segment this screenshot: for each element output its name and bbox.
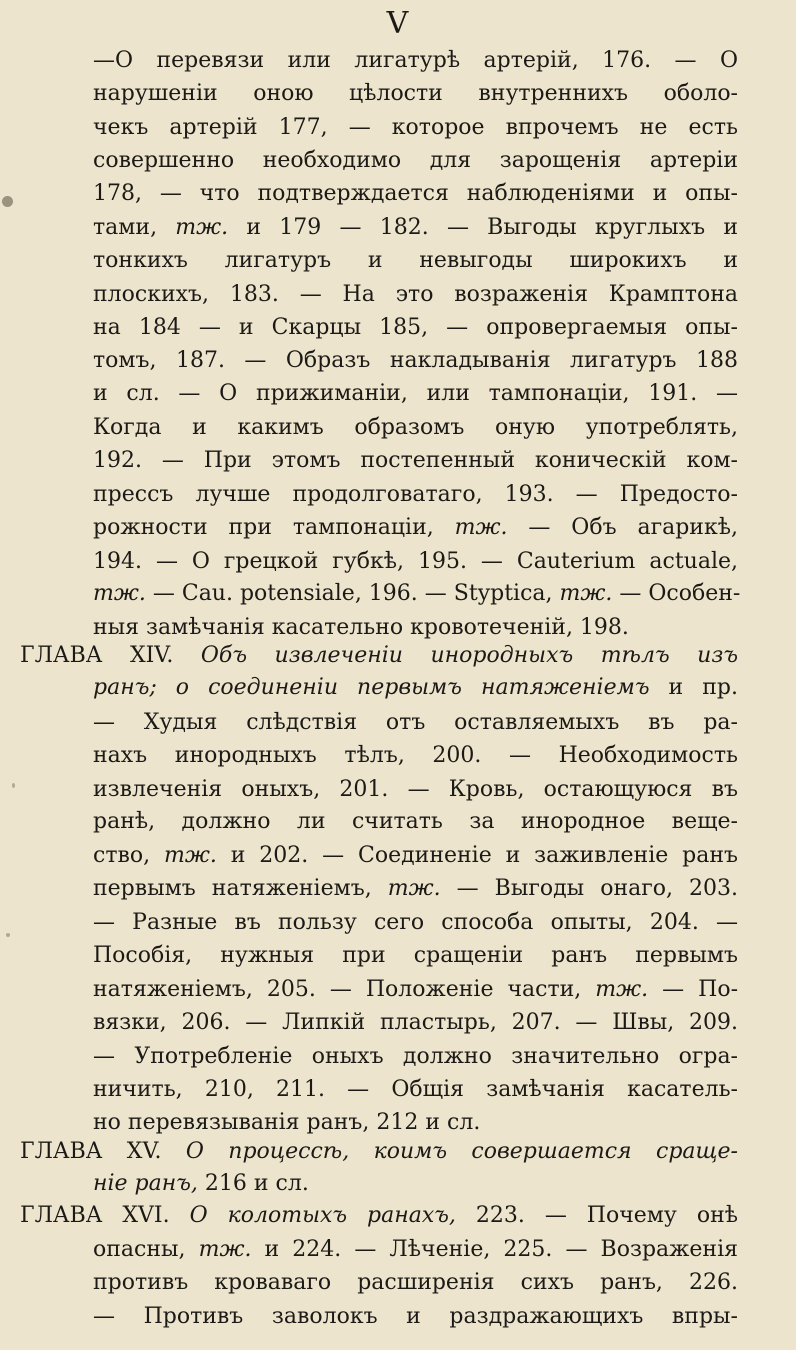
text-segment: первымъ натяженіемъ,: [93, 876, 388, 901]
italic-text: тж.: [164, 843, 217, 868]
text-segment: ство,: [93, 843, 164, 868]
text-segment: ГЛАВА XIV.: [20, 643, 201, 668]
text-segment: и 224. — Лѣченіе, 225. — Возраженія: [251, 1237, 738, 1262]
italic-text: тж.: [93, 581, 146, 606]
text-segment: нахъ инородныхъ тѣлъ, 200. — Необходимость: [93, 743, 738, 768]
text-line: [93, 1007, 738, 1039]
text-line: [93, 45, 738, 77]
text-line: [93, 907, 738, 939]
text-segment: — Разные въ пользу сего способа опыты, 204. —: [93, 910, 738, 935]
text-line: [93, 178, 738, 210]
text-line: [93, 78, 738, 110]
text-line: [93, 412, 738, 444]
text-segment: чекъ артерій 177, — которое впрочемъ не есть: [93, 115, 738, 140]
text-segment: — Выгоды онаго, 203.: [440, 876, 738, 901]
text-segment: — Объ агарикѣ,: [507, 515, 738, 540]
text-line: [93, 112, 738, 144]
text-line: [93, 1234, 738, 1266]
text-line: [93, 145, 738, 177]
italic-text: тж.: [387, 876, 441, 901]
text-segment: ранѣ, должно ли считать за инородное веще-: [93, 809, 738, 834]
italic-text: тж.: [454, 515, 508, 540]
text-segment: ныя замѣчанія касательно кровотеченій, 198.: [93, 615, 629, 640]
text-segment: нарушеніи оною цѣлости внутреннихъ оболо-: [93, 81, 738, 106]
italic-text: тж.: [595, 977, 649, 1002]
text-segment: плоскихъ, 183. — На это возраженія Крамптона: [93, 282, 738, 307]
text-segment: — Противъ заволокъ и раздражающихъ впры-: [93, 1304, 738, 1329]
text-line: [93, 672, 738, 704]
text-segment: ГЛАВА XV.: [20, 1139, 186, 1164]
text-line: [20, 1200, 738, 1232]
text-line: [93, 740, 738, 772]
text-line: [20, 1136, 738, 1168]
text-segment: и сл. — О прижиманіи, или тампонаціи, 191. —: [93, 381, 738, 406]
text-segment: извлеченія оныхъ, 201. — Кровь, остающуюся въ: [93, 777, 738, 802]
text-line: [93, 1301, 738, 1333]
text-line: [93, 840, 738, 872]
text-line: [93, 345, 738, 377]
text-segment: 216 и сл.: [197, 1171, 309, 1196]
italic-text: ранъ; о соединеніи первымъ натяженіемъ: [93, 675, 650, 700]
ink-spot: [2, 196, 13, 207]
italic-text: тж.: [198, 1237, 252, 1262]
text-line: [93, 974, 738, 1006]
text-segment: и пр.: [649, 675, 738, 700]
italic-text: О процессѣ, коимъ совершается сраще-: [185, 1139, 738, 1164]
text-line: [93, 806, 738, 838]
text-segment: 223. — Почему онѣ: [455, 1203, 738, 1228]
text-segment: натяженіемъ, 205. — Положеніе части,: [93, 977, 596, 1002]
text-segment: 178, — что подтверждается наблюденіями и опы-: [93, 181, 738, 206]
text-segment: — Особен-: [612, 581, 741, 606]
text-segment: прессъ лучше продолговатаго, 193. — Предосто-: [93, 482, 738, 507]
text-segment: но перевязыванія ранъ, 212 и сл.: [93, 1110, 481, 1135]
text-segment: — Употребленіе оныхъ должно значительно огра-: [93, 1044, 738, 1069]
text-line: [93, 512, 738, 544]
text-segment: противъ кроваваго расширенія сихъ ранъ, 226.: [93, 1270, 738, 1295]
italic-text: Объ извлеченіи инородныхъ тѣлъ изъ: [200, 643, 738, 668]
text-segment: — Cau. potensiale, 196. — Styptica,: [145, 581, 560, 606]
text-line: [93, 1074, 738, 1106]
text-segment: и 179 — 182. — Выгоды круглыхъ и: [228, 215, 738, 240]
text-segment: Пособія, нужныя при сращеніи ранъ первымъ: [93, 943, 738, 968]
text-segment: — Худыя слѣдствія отъ оставляемыхъ въ ра-: [93, 710, 738, 735]
text-segment: на 184 — и Скарцы 185, — опровергаемыя опы-: [93, 315, 738, 340]
text-segment: ГЛАВА XVI.: [20, 1203, 190, 1228]
text-segment: 194. — О грецкой губкѣ, 195. — Cauterium actuale,: [93, 549, 738, 574]
text-segment: тонкихъ лигатуръ и невыгоды широкихъ и: [93, 248, 738, 273]
text-line: [93, 378, 738, 410]
text-line: [93, 245, 738, 277]
text-segment: вязки, 206. — Липкій пластырь, 207. — Швы, 209.: [93, 1010, 738, 1035]
text-line: [93, 1168, 738, 1200]
text-segment: —О перевязи или лигатурѣ артерій, 176. — О: [93, 48, 738, 73]
text-line: [93, 279, 738, 311]
text-segment: Когда и какимъ образомъ оную употреблять,: [93, 415, 738, 440]
italic-text: тж.: [559, 581, 613, 606]
ink-spot: [12, 783, 15, 788]
text-segment: томъ, 187. — Образъ накладыванія лигатуръ 188: [93, 348, 738, 373]
text-line: [93, 312, 738, 344]
text-segment: опасны,: [93, 1237, 199, 1262]
text-line: [93, 774, 738, 806]
italic-text: тж.: [175, 215, 229, 240]
text-segment: — По-: [648, 977, 738, 1002]
text-line: [93, 707, 738, 739]
text-segment: рожности при тампонаціи,: [93, 515, 455, 540]
text-segment: тами,: [93, 215, 176, 240]
text-line: [93, 1267, 738, 1299]
text-line: [93, 578, 741, 610]
text-line: [20, 640, 738, 672]
italic-text: ніе ранъ,: [93, 1171, 198, 1196]
ink-spot: [6, 933, 10, 937]
text-line: [93, 479, 738, 511]
text-line: [93, 873, 738, 905]
text-segment: 192. — При этомъ постепенный коническій ком-: [93, 448, 738, 473]
text-line: [93, 1041, 738, 1073]
text-segment: ничить, 210, 211. — Общія замѣчанія касатель-: [93, 1077, 738, 1102]
text-line: [93, 445, 738, 477]
italic-text: О колотыхъ ранахъ,: [189, 1203, 456, 1228]
text-segment: и 202. — Соединеніе и заживленіе ранъ: [216, 843, 739, 868]
text-line: [93, 212, 738, 244]
text-line: [93, 1107, 738, 1139]
page-number: V: [386, 6, 410, 41]
text-line: [93, 940, 738, 972]
text-line: [93, 546, 738, 578]
text-segment: совершенно необходимо для зарощенія артеріи: [93, 148, 738, 173]
